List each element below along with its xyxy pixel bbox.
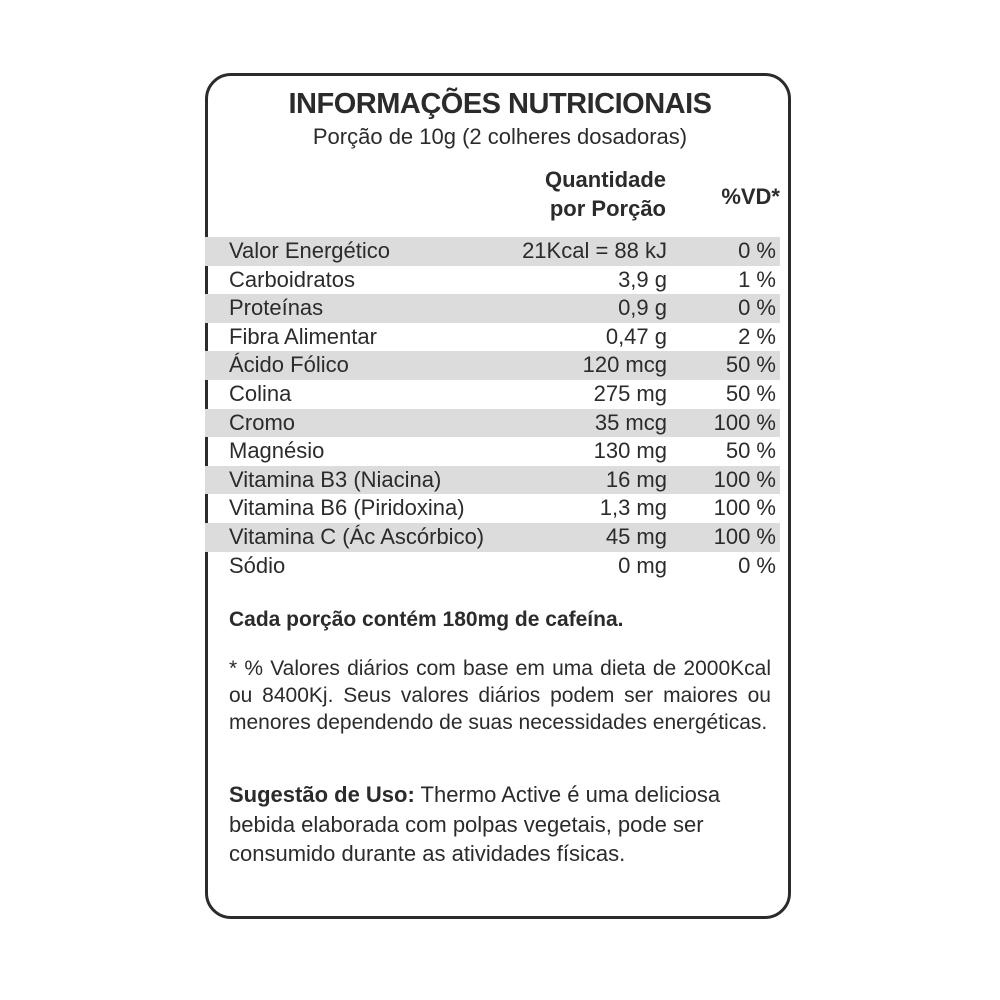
amount-header-line1: Quantidade: [544, 167, 666, 192]
nutrient-name: Vitamina C (Ác Ascórbico): [229, 523, 485, 549]
usage-suggestion: [229, 780, 774, 869]
table-row: [205, 380, 780, 409]
caffeine-note: Cada porção contém 180mg de cafeína.: [229, 608, 624, 631]
table-row: [205, 466, 780, 495]
nutrient-amount: 35 mcg: [594, 409, 667, 435]
usage-label: Sugestão de Uso:: [229, 782, 415, 807]
nutrient-name: Ácido Fólico: [229, 352, 349, 378]
nutrient-amount: 0,9 g: [618, 295, 667, 321]
table-row: [205, 266, 780, 295]
table-row: [205, 323, 780, 352]
nutrient-daily-value: 50 %: [725, 352, 776, 378]
amount-header-line2: por Porção: [549, 196, 666, 221]
nutrient-daily-value: 100 %: [713, 495, 776, 521]
table-row: [205, 351, 780, 380]
table-row: [205, 294, 780, 323]
serving-size: Porção de 10g (2 colheres dosadoras): [312, 124, 688, 149]
amount-column-header: [500, 165, 666, 223]
daily-value-column-header: %VD*: [721, 184, 780, 209]
nutrient-daily-value: 0 %: [738, 552, 776, 578]
nutrient-name: Sódio: [229, 552, 286, 578]
table-row: [205, 494, 780, 523]
nutrient-daily-value: 0 %: [738, 295, 776, 321]
nutrient-name: Carboidratos: [229, 266, 355, 292]
nutrient-name: Fibra Alimentar: [229, 323, 377, 349]
nutrient-amount: 275 mg: [593, 380, 667, 406]
nutrient-name: Vitamina B6 (Piridoxina): [229, 495, 465, 521]
nutrient-amount: 16 mg: [605, 466, 667, 492]
nutrient-amount: 45 mg: [605, 523, 667, 549]
nutrient-daily-value: 0 %: [738, 238, 776, 263]
table-row: [205, 552, 780, 581]
table-row: [205, 523, 780, 552]
nutrient-name: Colina: [229, 380, 292, 406]
nutrient-daily-value: 1 %: [738, 266, 776, 292]
nutrient-amount: 3,9 g: [618, 266, 667, 292]
nutrient-daily-value: 50 %: [725, 380, 776, 406]
nutrient-amount: 130 mg: [593, 438, 667, 464]
nutrient-name: Magnésio: [229, 438, 325, 464]
table-row: [205, 237, 780, 266]
nutrient-name: Cromo: [229, 409, 296, 435]
nutrient-daily-value: 50 %: [725, 438, 776, 464]
table-row: [205, 409, 780, 438]
usage-text: Thermo Active é uma deliciosa bebida elaborada com polpas vegetais, pode ser consumido durante as atividades físicas.: [229, 782, 721, 866]
nutrient-amount: 120 mcg: [582, 352, 667, 378]
nutrient-daily-value: 100 %: [713, 409, 776, 435]
nutrient-name: Vitamina B3 (Niacina): [229, 466, 442, 492]
nutrient-name: Proteínas: [229, 295, 324, 321]
nutrient-daily-value: 100 %: [713, 466, 776, 492]
nutrient-amount: 1,3 mg: [599, 495, 667, 521]
nutrient-name: Valor Energético: [229, 238, 391, 263]
page-title: INFORMAÇÕES NUTRICIONAIS: [288, 88, 712, 120]
daily-value-footnote: * % Valores diários com base em uma dieta de 2000Kcal ou 8400Kj. Seus valores diários podem ser maiores ou menores dependendo de suas necessidades energéticas.: [229, 657, 771, 734]
nutrient-amount: 0 mg: [618, 552, 667, 578]
nutrition-table: [205, 237, 780, 580]
table-row: [205, 437, 780, 466]
nutrient-amount: 0,47 g: [605, 323, 667, 349]
nutrient-daily-value: 100 %: [713, 523, 776, 549]
nutrient-daily-value: 2 %: [738, 323, 776, 349]
nutrient-amount: 21Kcal = 88 kJ: [522, 238, 667, 263]
